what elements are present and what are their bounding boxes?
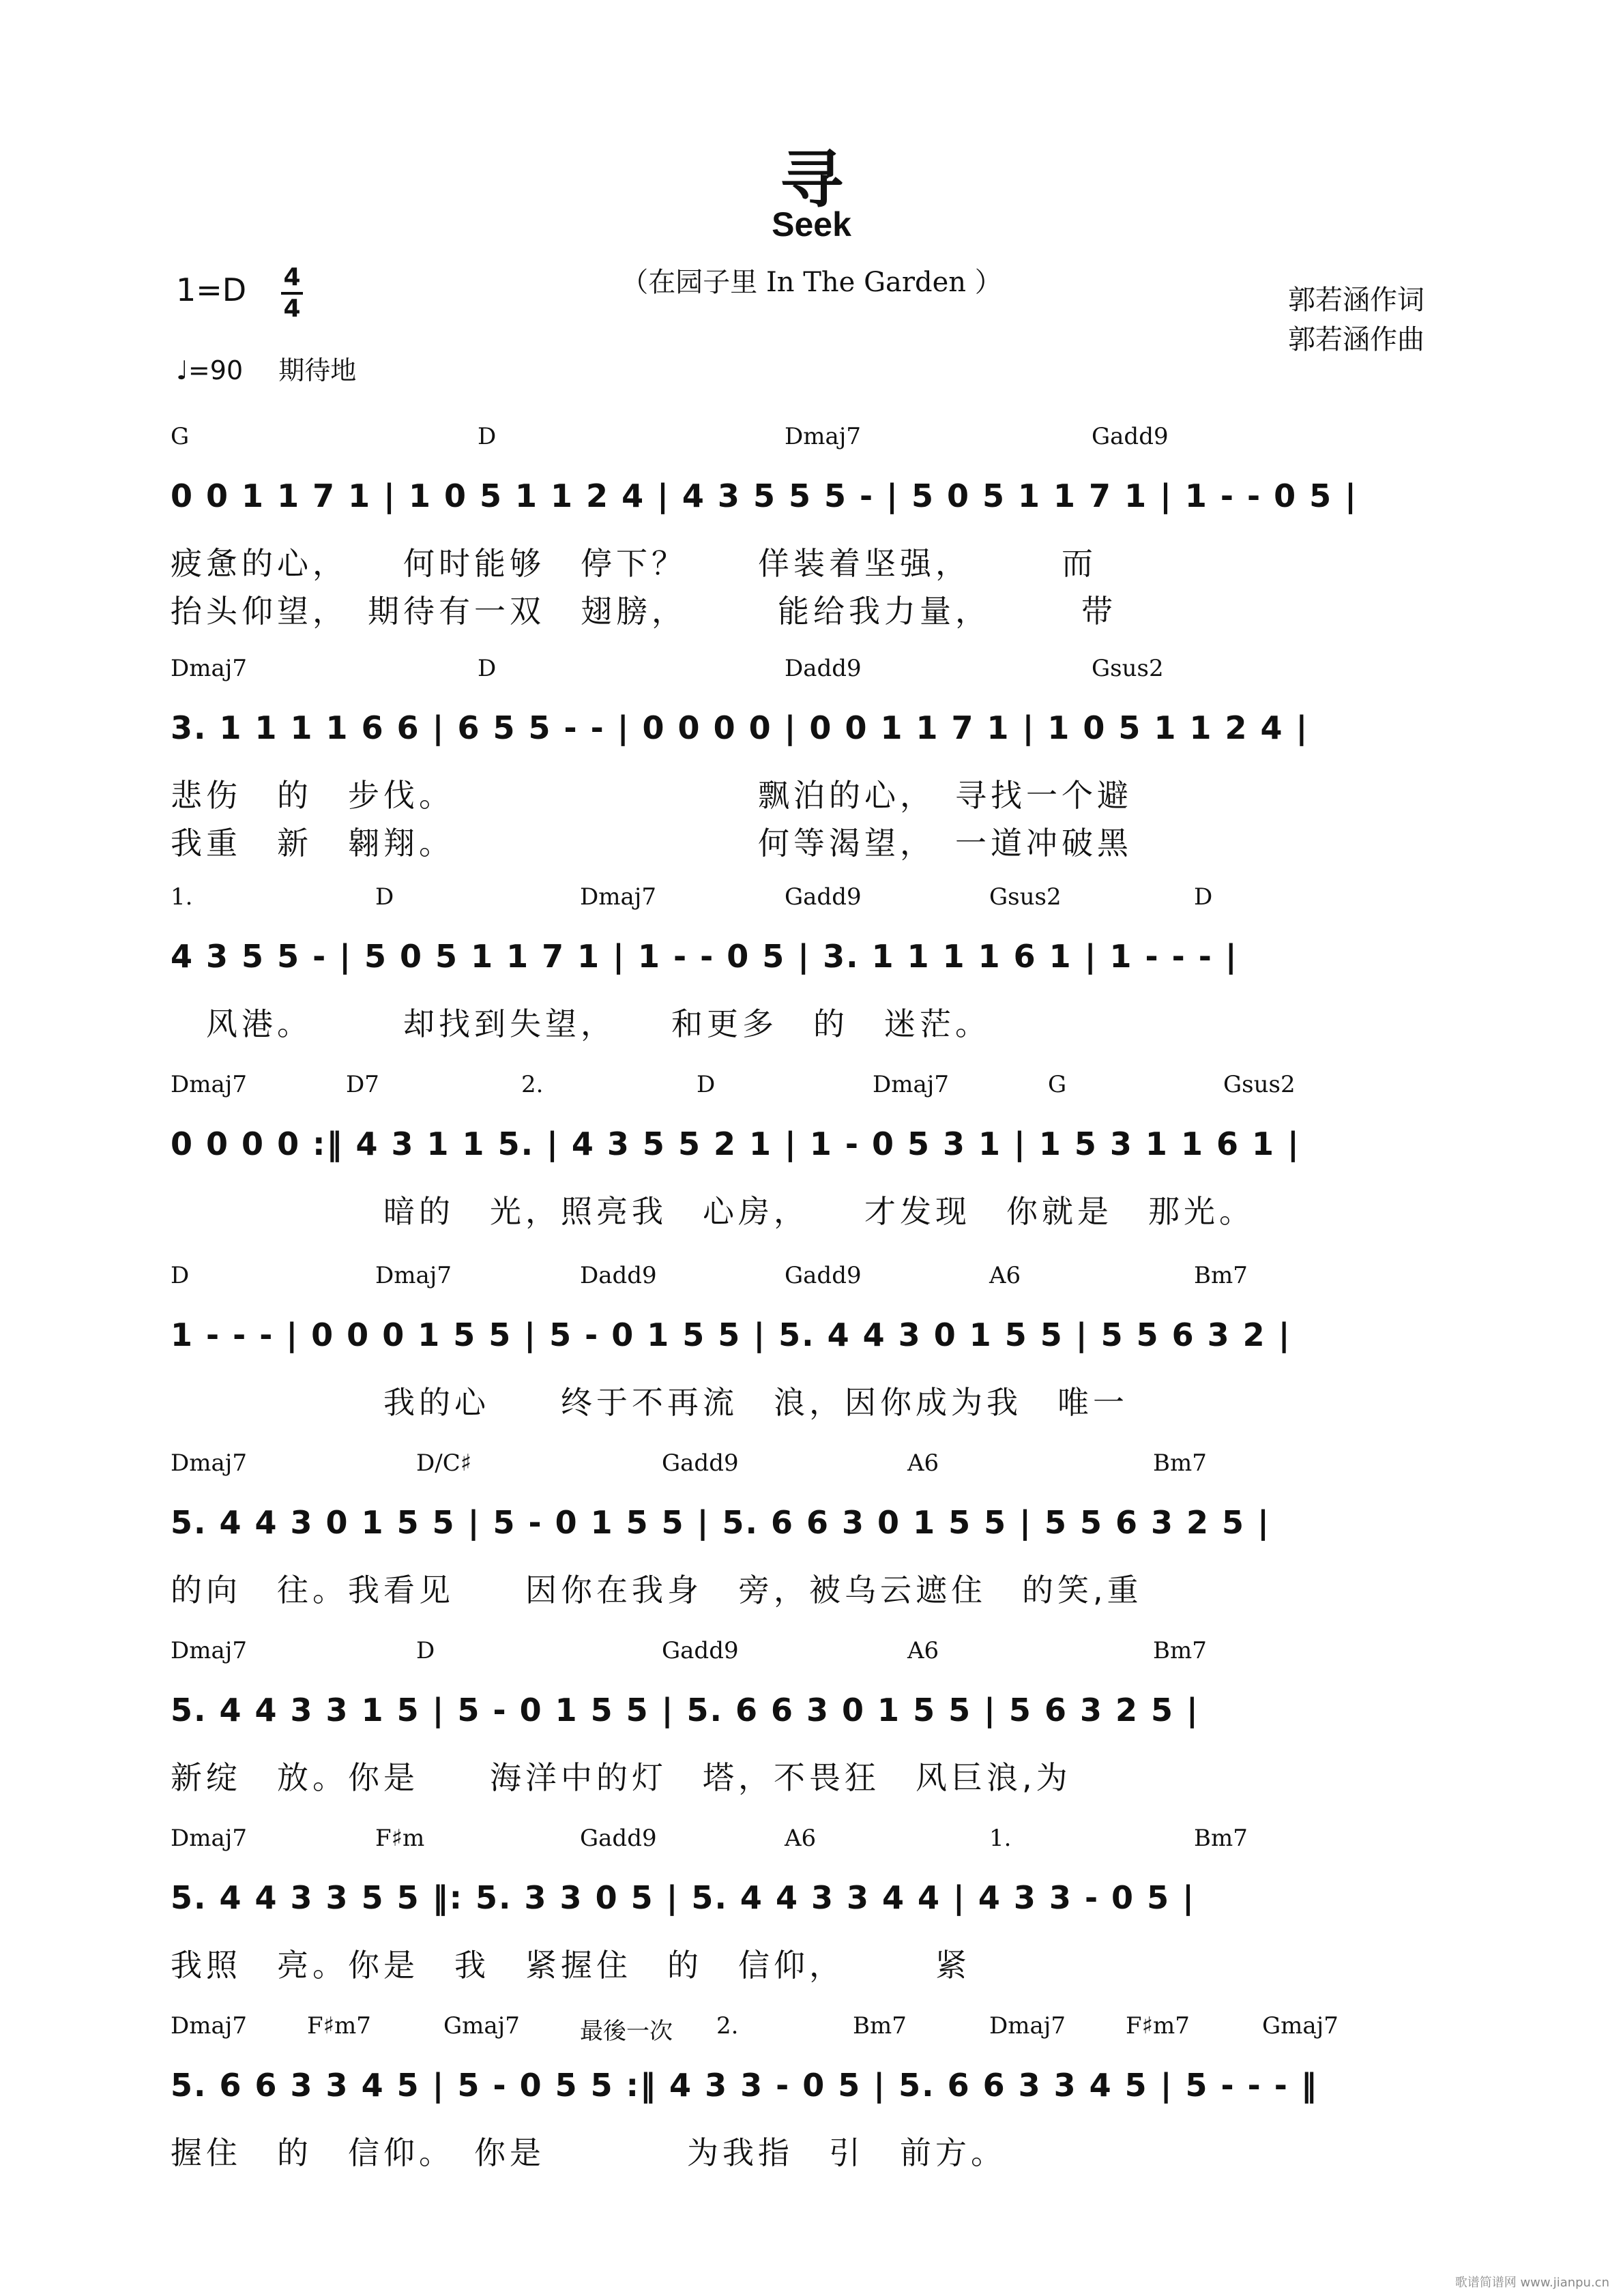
chord-symbol: D — [697, 1071, 716, 1098]
lyrics-verse-2: 抬头仰望， 期待有一双 翅膀， 能给我力量， 带 — [171, 593, 1117, 630]
chord-symbol: Dmaj7 — [171, 1449, 247, 1477]
score-line — [171, 655, 1467, 862]
chord-row — [171, 655, 1467, 689]
lyrics-verse-1: 暗的 光，照亮我 心房， 才发现 你就是 那光。 — [171, 1193, 1255, 1230]
chord-symbol: Bm7 — [1194, 1262, 1248, 1289]
chord-symbol: 最後一次 — [580, 2018, 673, 2045]
chord-symbol: D — [416, 1637, 435, 1664]
chord-symbol: Bm7 — [1194, 1825, 1248, 1852]
chord-symbol: D — [171, 1262, 190, 1289]
chord-symbol: Gadd9 — [1092, 423, 1169, 450]
score-line — [171, 883, 1467, 1088]
lyricist: 郭若涵作词 — [1288, 284, 1424, 316]
time-top: 4 — [283, 263, 301, 291]
english-title: Seek — [772, 205, 851, 244]
chord-symbol: Gadd9 — [785, 1262, 862, 1289]
chord-symbol: A6 — [907, 1449, 939, 1477]
chord-symbol: Bm7 — [1153, 1449, 1207, 1477]
chord-row — [171, 1262, 1467, 1296]
alt-title: （在园子里 In The Garden ） — [621, 267, 1002, 298]
lyrics-verse-1: 新绽 放。你是 海洋中的灯 塔，不畏狂 风巨浪,为 — [171, 1759, 1072, 1796]
chord-symbol: D/C♯ — [416, 1449, 472, 1477]
chord-row — [171, 423, 1467, 457]
chord-symbol: A6 — [907, 1637, 939, 1664]
note-row: 4 3 5 5 - | 5 0 5 1 1 7 1 | 1 - - 0 5 | 3. 1 1 1 1 6 1 | 1 - - - | — [171, 938, 1238, 975]
note-row: 3. 1 1 1 1 6 6 | 6 5 5 - - | 0 0 0 0 | 0 0 1 1 7 1 | 1 0 5 1 1 2 4 | — [171, 709, 1309, 746]
note-row: 0 0 0 0 :‖ 4 3 1 1 5. | 4 3 5 5 2 1 | 1 - 0 5 3 1 | 1 5 3 1 1 6 1 | — [171, 1125, 1300, 1162]
chord-symbol: Bm7 — [1153, 1637, 1207, 1664]
chord-symbol: 2. — [521, 1071, 544, 1098]
chord-symbol: D7 — [346, 1071, 379, 1098]
chord-symbol: Gmaj7 — [443, 2012, 520, 2040]
note-row: 0 0 1 1 7 1 | 1 0 5 1 1 2 4 | 4 3 5 5 5 - | 5 0 5 1 1 7 1 | 1 - - 0 5 | — [171, 477, 1358, 514]
chord-symbol: Dmaj7 — [171, 1825, 247, 1852]
score-line — [171, 2012, 1467, 2217]
chord-symbol: Dmaj7 — [171, 2012, 247, 2040]
time-signature — [281, 265, 303, 322]
chord-symbol: Dadd9 — [785, 655, 862, 682]
lyrics-verse-1: 握住 的 信仰。 你是 为我指 引 前方。 — [171, 2134, 1006, 2171]
chord-symbol: Gadd9 — [785, 883, 862, 911]
note-row: 5. 4 4 3 0 1 5 5 | 5 - 0 1 5 5 | 5. 6 6 3 0 1 5 5 | 5 5 6 3 2 5 | — [171, 1504, 1270, 1541]
chord-symbol: Dmaj7 — [873, 1071, 949, 1098]
chord-symbol: Gsus2 — [1092, 655, 1164, 682]
score-line — [171, 1071, 1467, 1276]
score-line — [171, 1825, 1467, 2029]
lyrics-verse-1: 疲惫的心， 何时能够 停下？ 佯装着坚强， 而 — [171, 545, 1097, 582]
chord-symbol: Gsus2 — [1223, 1071, 1296, 1098]
chord-symbol: Dmaj7 — [375, 1262, 452, 1289]
lyrics-verse-1: 我的心 终于不再流 浪，因你成为我 唯一 — [171, 1384, 1128, 1421]
chord-symbol: Gsus2 — [989, 883, 1062, 911]
chord-symbol: Dadd9 — [580, 1262, 657, 1289]
time-bottom: 4 — [283, 295, 301, 323]
chord-row — [171, 1449, 1467, 1484]
score-line — [171, 1262, 1467, 1467]
lyrics-verse-1: 悲伤 的 步伐。 飘泊的心， 寻找一个避 — [171, 777, 1132, 814]
chord-symbol: Dmaj7 — [785, 423, 861, 450]
chord-symbol: Dmaj7 — [171, 655, 247, 682]
lyrics-verse-1: 风港。 却找到失望， 和更多 的 迷茫。 — [171, 1005, 991, 1042]
chord-symbol: Bm7 — [853, 2012, 907, 2040]
lyrics-verse-1: 的向 往。我看见 因你在我身 旁，被乌云遮住 的笑,重 — [171, 1572, 1143, 1608]
chord-row — [171, 1825, 1467, 1859]
chord-symbol: D — [478, 423, 497, 450]
score-line — [171, 1637, 1467, 1842]
chord-symbol: Gmaj7 — [1262, 2012, 1339, 2040]
tempo — [176, 349, 356, 387]
chord-symbol: Gadd9 — [662, 1449, 739, 1477]
note-row: 5. 6 6 3 3 4 5 | 5 - 0 5 5 :‖ 4 3 3 - 0 5 | 5. 6 6 3 3 4 5 | 5 - - - ‖ — [171, 2067, 1318, 2104]
chord-symbol: Dmaj7 — [989, 2012, 1066, 2040]
page-title: 寻 — [780, 143, 843, 216]
lyrics-verse-1: 我照 亮。你是 我 紧握住 的 信仰， 紧 — [171, 1947, 971, 1984]
tempo-mark: 期待地 — [278, 355, 357, 385]
chord-symbol: Dmaj7 — [171, 1071, 247, 1098]
chord-symbol: D — [375, 883, 394, 911]
lyrics-verse-2: 我重 新 翱翔。 何等渴望， 一道冲破黑 — [171, 825, 1132, 862]
chord-symbol: A6 — [989, 1262, 1021, 1289]
chord-row — [171, 883, 1467, 917]
note-row: 5. 4 4 3 3 5 5 ‖: 5. 3 3 0 5 | 5. 4 4 3 3 4 4 | 4 3 3 - 0 5 | — [171, 1879, 1195, 1916]
chord-row — [171, 1071, 1467, 1105]
composer: 郭若涵作曲 — [1288, 324, 1424, 355]
chord-symbol: 1. — [989, 1825, 1012, 1852]
chord-symbol: Gadd9 — [662, 1637, 739, 1664]
chord-symbol: G — [171, 423, 190, 450]
note-row: 5. 4 4 3 3 1 5 | 5 - 0 1 5 5 | 5. 6 6 3 0 1 5 5 | 5 6 3 2 5 | — [171, 1692, 1199, 1728]
watermark: 歌谱简谱网 www.jianpu.cn — [1454, 2276, 1609, 2290]
chord-symbol: F♯m7 — [307, 2012, 371, 2040]
chord-row — [171, 2012, 1467, 2046]
score-line — [171, 1449, 1467, 1654]
chord-symbol: 1. — [171, 883, 193, 911]
chord-symbol: F♯m — [375, 1825, 425, 1852]
key-signature: 1=D — [176, 271, 247, 308]
chord-symbol: 2. — [716, 2012, 739, 2040]
chord-symbol: G — [1048, 1071, 1067, 1098]
chord-symbol: Dmaj7 — [171, 1637, 247, 1664]
chord-symbol: Gadd9 — [580, 1825, 657, 1852]
chord-symbol: D — [478, 655, 497, 682]
chord-symbol: Dmaj7 — [580, 883, 656, 911]
note-row: 1 - - - | 0 0 0 1 5 5 | 5 - 0 1 5 5 | 5. 4 4 3 0 1 5 5 | 5 5 6 3 2 | — [171, 1316, 1291, 1353]
chord-symbol: F♯m7 — [1126, 2012, 1190, 2040]
tempo-value: ♩=90 — [176, 355, 244, 385]
chord-symbol: D — [1194, 883, 1213, 911]
chord-symbol: A6 — [785, 1825, 817, 1852]
chord-row — [171, 1637, 1467, 1671]
score-line — [171, 423, 1467, 628]
